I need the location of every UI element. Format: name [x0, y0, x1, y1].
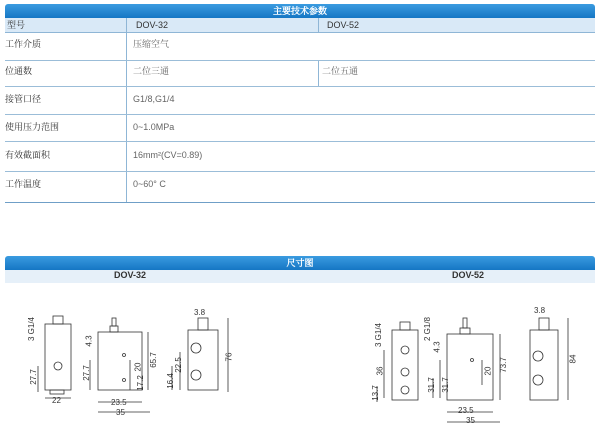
row-label: 有效截面积 [5, 150, 51, 160]
header-dov32: DOV-32 [136, 20, 169, 30]
dov32-h1: 27.7 [28, 369, 38, 385]
dov32-w2: 23.5 [111, 398, 127, 407]
row-value: 二位三通 [133, 66, 170, 76]
dov32-side-port [54, 362, 62, 370]
dov52-port3: 3 G1/4 [374, 322, 384, 348]
dov32-h5: 65.7 [148, 352, 158, 368]
dov32-right-body [188, 330, 218, 390]
dov32-d43: 4.3 [84, 335, 94, 347]
row-value-2: 二位五通 [322, 66, 359, 76]
row-label: 工作介质 [5, 39, 42, 49]
dov32-h7: 22.5 [173, 357, 183, 373]
dov52-h137: 13.7 [370, 385, 380, 401]
row-label: 使用压力范围 [5, 122, 60, 132]
dov52-d38: 3.8 [534, 306, 546, 315]
dov32-right-port-top [191, 343, 201, 353]
dov32-side-cap [53, 316, 63, 324]
dov52-d43: 4.3 [432, 341, 442, 353]
dov32-h2: 27.7 [81, 365, 91, 381]
dov32-side-body [45, 324, 71, 390]
dov52-h317a: 31.7 [426, 377, 436, 393]
row-value: 0~1.0MPa [133, 122, 175, 132]
header-model: 型号 [7, 20, 26, 30]
spec-title: 主要技术参数 [272, 6, 327, 16]
row-value: G1/8,G1/4 [133, 94, 175, 104]
dov52-label: DOV-52 [451, 270, 484, 280]
dov52-right-body [530, 330, 558, 400]
dov52-h36: 36 [375, 366, 385, 376]
row-label: 位通数 [5, 66, 33, 76]
dov32-w3: 35 [116, 408, 125, 417]
dov52-w35: 35 [466, 416, 475, 425]
dov32-w1: 22 [52, 396, 61, 405]
row-value: 16mm²(CV=0.89) [133, 150, 203, 160]
dov52-port2: 2 G1/8 [423, 316, 433, 342]
dov52-h20: 20 [483, 366, 493, 376]
row-value: 压缩空气 [133, 39, 170, 49]
dims-title: 尺寸图 [286, 258, 314, 268]
dov52-h737: 73.7 [498, 357, 508, 373]
header-dov52: DOV-52 [327, 20, 360, 30]
dov52-side-body [392, 330, 418, 400]
dov32-right-port-bottom [191, 370, 201, 380]
dov32-h3: 17.2 [135, 375, 145, 391]
dov32-port-label: 3 G1/4 [27, 316, 37, 342]
dov32-h6: 16.4 [165, 373, 175, 389]
dov32-d38: 3.8 [194, 308, 206, 317]
dov32-h8: 76 [224, 352, 234, 362]
dov52-w235: 23.5 [458, 406, 474, 415]
dov52-h84: 84 [568, 354, 578, 364]
row-value: 0~60° C [133, 179, 166, 189]
dov32-h4: 20 [133, 362, 143, 372]
row-label: 接管口径 [5, 94, 42, 104]
dov32-label: DOV-32 [113, 270, 146, 280]
dov52-h317b: 31.7 [440, 377, 450, 393]
row-label: 工作温度 [5, 179, 42, 189]
